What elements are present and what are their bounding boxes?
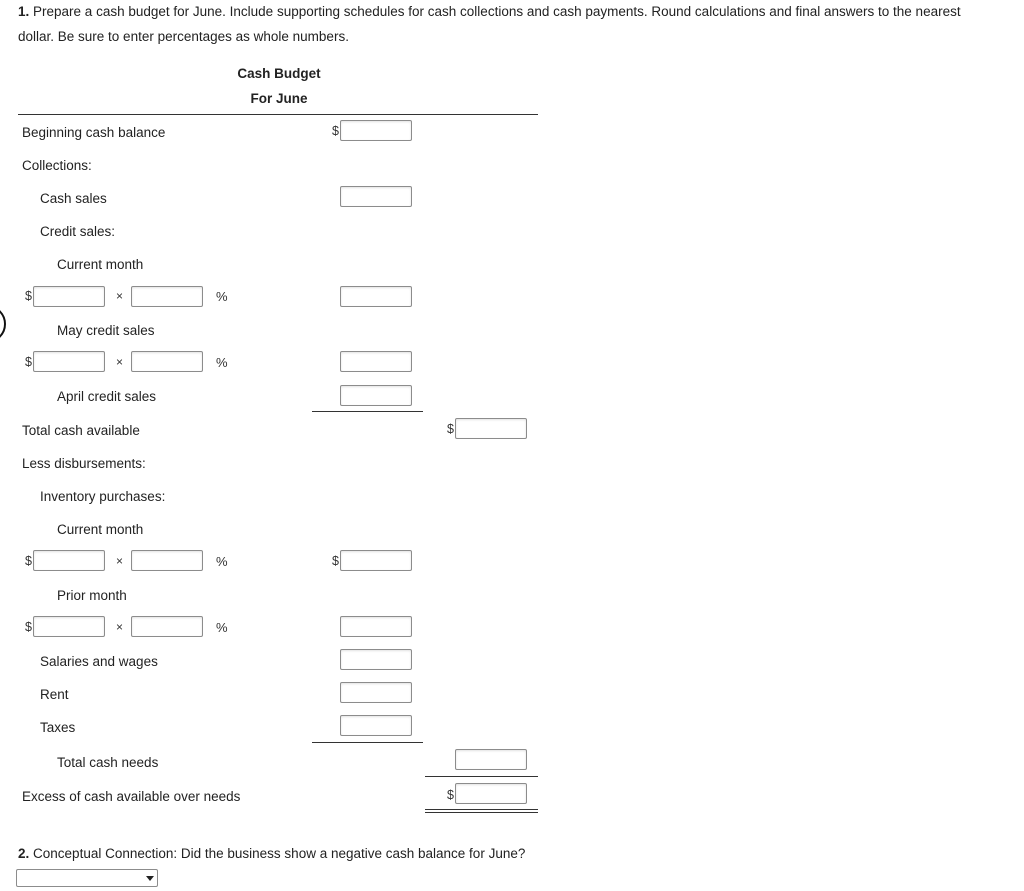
label-may-credit-sales: May credit sales [57,323,155,338]
current-month-purchases-total-input[interactable] [340,550,412,571]
label-current-month-purchases: Current month [57,522,144,537]
budget-title: Cash Budget [237,66,321,81]
label-prior-month: Prior month [57,588,127,603]
collections-subtotal-rule [312,411,423,412]
label-collections: Collections: [22,158,92,173]
label-less-disbursements: Less disbursements: [22,456,146,471]
total-needs-rule [425,776,538,777]
label-beginning-cash-balance: Beginning cash balance [22,125,166,140]
dollar-sign: $ [447,788,454,802]
april-credit-sales-total-input[interactable] [340,385,412,406]
current-month-collections-total-input[interactable] [340,286,412,307]
chevron-down-icon [146,876,154,881]
header-rule [18,114,538,115]
may-sales-amount-input[interactable] [33,351,105,372]
dollar-sign: $ [25,554,32,568]
may-credit-sales-total-input[interactable] [340,351,412,372]
total-cash-available-input[interactable] [455,418,527,439]
excess-cash-input[interactable] [455,783,527,804]
percent-sign: % [216,554,228,569]
rent-input[interactable] [340,682,412,703]
percent-sign: % [216,355,228,370]
dollar-sign: $ [25,289,32,303]
times-icon: × [116,554,124,568]
current-month-purchases-percent-input[interactable] [131,550,203,571]
total-cash-needs-input[interactable] [455,749,527,770]
label-credit-sales: Credit sales: [40,224,116,239]
dollar-sign: $ [25,620,32,634]
times-icon: × [116,289,124,303]
question-1-number: 1. [18,4,30,19]
beginning-cash-balance-input[interactable] [340,120,412,141]
prior-month-purchases-total-input[interactable] [340,616,412,637]
disbursements-subtotal-rule [312,742,423,743]
label-rent: Rent [40,687,69,702]
dollar-sign: $ [332,554,339,568]
cash-sales-input[interactable] [340,186,412,207]
dollar-sign: $ [25,355,32,369]
label-total-cash-available: Total cash available [22,423,140,438]
negative-balance-dropdown[interactable] [16,869,158,887]
label-april-credit-sales: April credit sales [57,389,157,404]
question-2-number: 2. [18,846,30,861]
label-current-month-collections: Current month [57,257,144,272]
dollar-sign: $ [332,124,339,138]
label-cash-sales: Cash sales [40,191,107,206]
times-icon: × [116,620,124,634]
question-1-text [18,0,961,24]
question-2-text [18,842,525,866]
current-month-purchases-amount-input[interactable] [33,550,105,571]
times-icon: × [116,355,124,369]
prior-month-purchases-percent-input[interactable] [131,616,203,637]
label-total-cash-needs: Total cash needs [57,755,159,770]
prior-month-purchases-amount-input[interactable] [33,616,105,637]
label-salaries-and-wages: Salaries and wages [40,654,158,669]
dollar-sign: $ [447,422,454,436]
question-1-line2: dollar. Be sure to enter percentages as whole numbers. [18,29,349,44]
question-1-line1: Prepare a cash budget for June. Include supporting schedules for cash collections and cash payments. Round calculations and final answers to the nearest [33,4,961,19]
budget-subtitle: For June [250,91,308,106]
percent-sign: % [216,620,228,635]
scroll-circle-icon [0,305,6,343]
label-taxes: Taxes [40,720,76,735]
may-collection-percent-input[interactable] [131,351,203,372]
question-2-prompt: Conceptual Connection: Did the business show a negative cash balance for June? [33,846,526,861]
taxes-input[interactable] [340,715,412,736]
current-month-collection-percent-input[interactable] [131,286,203,307]
double-rule-top [425,809,538,810]
percent-sign: % [216,289,228,304]
current-month-sales-amount-input[interactable] [33,286,105,307]
label-excess-cash: Excess of cash available over needs [22,789,241,804]
double-rule-bottom [425,812,538,813]
salaries-and-wages-input[interactable] [340,649,412,670]
label-inventory-purchases: Inventory purchases: [40,489,166,504]
